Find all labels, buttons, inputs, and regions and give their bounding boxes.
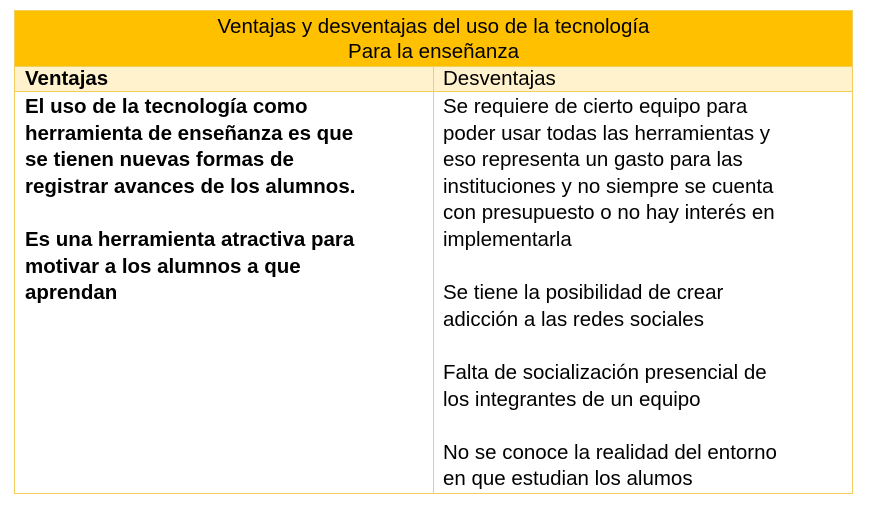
desventaja-item: No se conoce la realidad del entorno en que estudian los alumos (443, 440, 777, 491)
ventaja-item: Es una herramienta atractiva para motivar a los alumnos a que aprendan (25, 227, 355, 305)
table-title (15, 11, 852, 67)
comparison-table (14, 10, 853, 494)
ventajas-cell (25, 94, 427, 307)
desventaja-item: Falta de socialización presencial de los integrantes de un equipo (443, 360, 767, 411)
header-desventajas: Desventajas (443, 67, 556, 90)
table-title-line-1: Ventajas y desventajas del uso de la tecnología (217, 15, 650, 38)
desventaja-item: Se requiere de cierto equipo para poder usar todas las herramientas y eso representa un gasto para las instituciones y no siempre se cuenta con presupuesto o no hay interés en implementarla (443, 95, 775, 251)
desventaja-item: Se tiene la posibilidad de crear adicción a las redes sociales (443, 281, 724, 331)
header-ventajas: Ventajas (25, 67, 109, 90)
desventajas-cell (443, 94, 845, 493)
column-divider (433, 67, 434, 493)
table-title-line-2: Para la enseñanza (348, 40, 519, 63)
ventaja-item: El uso de la tecnología como herramienta de enseñanza es que se tienen nuevas formas de registrar avances de los alumnos. (25, 95, 356, 198)
